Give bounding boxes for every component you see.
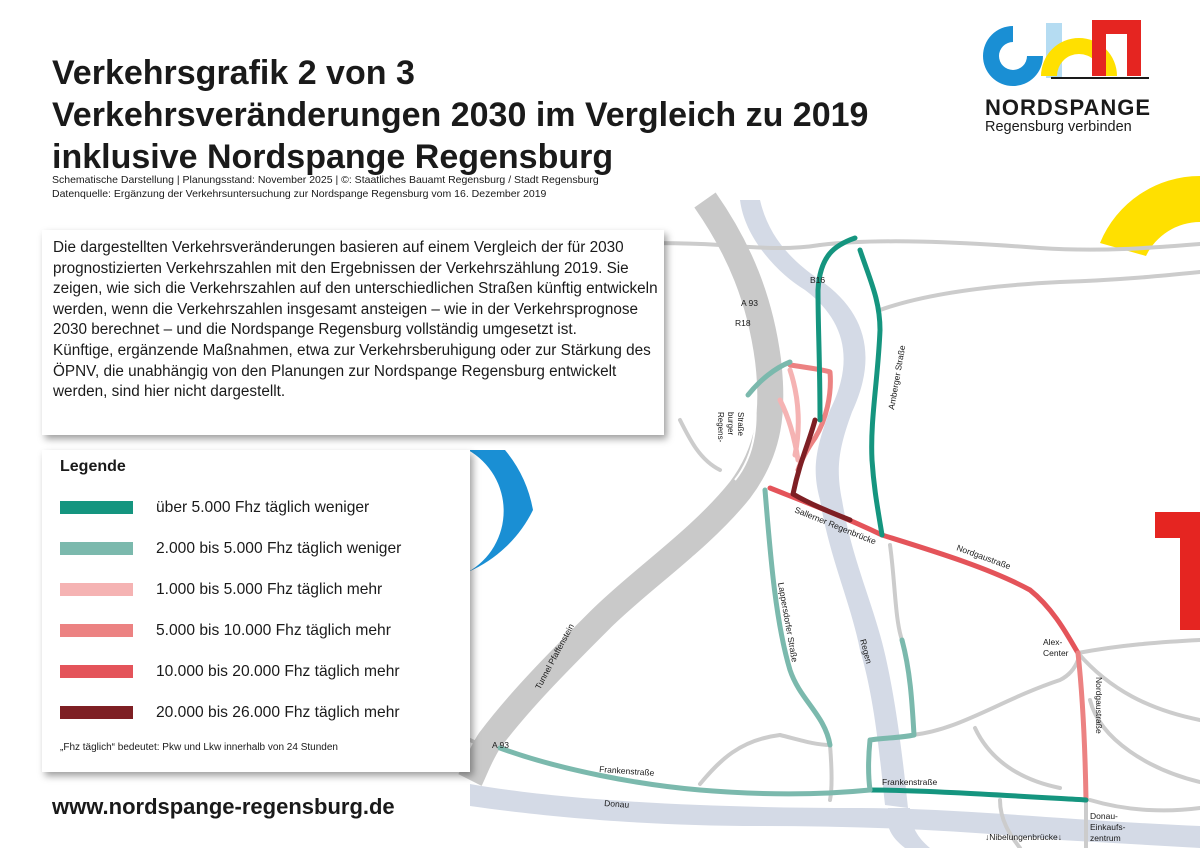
label-donau-einkaufszentrum-3: zentrum bbox=[1090, 833, 1121, 843]
label-donau: Donau bbox=[603, 798, 630, 810]
label-nordgaustrasse-1: Nordgaustraße bbox=[955, 542, 1013, 572]
meta-info bbox=[52, 173, 599, 201]
legend-label: 2.000 bis 5.000 Fhz täglich weniger bbox=[156, 540, 402, 557]
label-b16: B16 bbox=[810, 275, 826, 285]
road-west-south bbox=[700, 735, 780, 784]
label-regen: Regen bbox=[858, 637, 875, 665]
road-change-mid-pink-nordgau bbox=[1078, 653, 1086, 800]
page-title bbox=[52, 52, 868, 178]
website-link[interactable]: www.nordspange-regensburg.de bbox=[52, 794, 395, 819]
legend-label: 10.000 bis 20.000 Fhz täglich mehr bbox=[156, 663, 400, 680]
legend-swatch bbox=[60, 583, 133, 596]
logo-tagline: Regensburg verbinden bbox=[985, 119, 1132, 135]
meta-line-2: Datenquelle: Ergänzung der Verkehrsuntersuchung zur Nordspange Regensburg vom 16. Dezember 2019 bbox=[52, 188, 547, 200]
legend-note: „Fhz täglich“ bedeutet: Pkw und Lkw innerhalb von 24 Stunden bbox=[60, 742, 338, 753]
title-line-3: inklusive Nordspange Regensburg bbox=[52, 138, 614, 176]
road-middle-south bbox=[912, 660, 1078, 735]
label-alex-center-1: Alex- bbox=[1043, 637, 1063, 647]
legend-swatch bbox=[60, 542, 133, 555]
road-change-lightteal-lappersdorfer bbox=[765, 490, 830, 745]
logo-blue-ring bbox=[983, 26, 1043, 86]
legend-label: 5.000 bis 10.000 Fhz täglich mehr bbox=[156, 622, 391, 639]
legend-label: über 5.000 Fhz täglich weniger bbox=[156, 499, 370, 516]
road-change-teal-amberger bbox=[860, 250, 882, 535]
road-south-east-3 bbox=[1090, 800, 1200, 810]
road-middle-south-2 bbox=[975, 728, 1060, 788]
label-amberger-strasse: Amberger Straße bbox=[886, 344, 908, 411]
road-change-light-pink-2 bbox=[780, 400, 798, 460]
road-south-east-2 bbox=[1090, 700, 1200, 782]
legend-title: Legende bbox=[60, 458, 126, 475]
label-r18: R18 bbox=[735, 318, 751, 328]
label-regensburger-strasse: Regens- bbox=[716, 412, 725, 443]
road-west-upper bbox=[680, 420, 720, 470]
legend-card bbox=[42, 450, 470, 772]
road-change-lightteal-franken-west bbox=[500, 748, 870, 794]
label-frankenstrasse-2: Frankenstraße bbox=[882, 777, 938, 787]
legend-label: 20.000 bis 26.000 Fhz täglich mehr bbox=[156, 704, 400, 721]
legend-label: 1.000 bis 5.000 Fhz täglich mehr bbox=[156, 581, 383, 598]
title-line-2: Verkehrsveränderungen 2030 im Vergleich zu 2019 bbox=[52, 96, 869, 134]
road-nordgau-west bbox=[890, 545, 902, 640]
road-alex-east bbox=[1078, 640, 1200, 653]
legend-swatch bbox=[60, 665, 133, 678]
label-tunnel-pfaffenstein: Tunnel Pfaffenstein bbox=[532, 621, 576, 691]
label-a93-north: A 93 bbox=[741, 298, 759, 308]
label-a93-south: A 93 bbox=[492, 740, 510, 750]
intro-text: Die dargestellten Verkehrsveränderungen basieren auf einem Vergleich der für 2030 prognostizierten Verkehrszahlen mit den Ergebnissen der Verkehrszählung 2019. Sie zeigen, wie sich die Verkehrszahlen auf den unterschiedlichen Straßen künftig entwickeln werden, wenn die Verkehrszahlen insgesamt ansteigen – wie in der Verkehrsprognose 2030 berechnet – und die Nordspange Regensburg vollständig umgesetzt ist. Künftige, ergänzende Maßnahmen, etwa zur Verkehrsberuhigung oder zur Stärkung des ÖPNV, die unabhängig von den Planungen zur Nordspange Regensburg entwickelt werden, sind hier nicht dargestellt. bbox=[53, 239, 658, 401]
label-nordgaustrasse-2: Nordgaustraße bbox=[1094, 677, 1104, 734]
intro-card bbox=[42, 230, 664, 435]
meta-line-1: Schematische Darstellung | Planungsstand: November 2025 | ©: Staatliches Bauamt Regensburg / Stadt Regensburg bbox=[52, 174, 599, 186]
deco-red-bracket bbox=[1155, 512, 1200, 630]
title-line-1: Verkehrsgrafik 2 von 3 bbox=[52, 54, 415, 92]
legend-swatch bbox=[60, 624, 133, 637]
label-donau-einkaufszentrum-2: Einkaufs- bbox=[1090, 822, 1126, 832]
label-lappersdorfer-strasse: Lappersdorfer Straße bbox=[776, 581, 800, 663]
label-sallerner-regenbruecke: Sallerner Regenbrücke bbox=[793, 504, 878, 547]
label-nibelungenbruecke: ↓Nibelungenbrücke↓ bbox=[985, 832, 1063, 842]
legend-swatch bbox=[60, 501, 133, 514]
label-donau-einkaufszentrum-1: Donau- bbox=[1090, 811, 1118, 821]
label-alex-center-2: Center bbox=[1043, 648, 1069, 658]
logo-name: NORDSPANGE bbox=[985, 95, 1152, 120]
road-middle-2 bbox=[780, 735, 830, 745]
legend-swatch bbox=[60, 706, 133, 719]
label-frankenstrasse-1: Frankenstraße bbox=[598, 764, 655, 778]
logo-red-bracket bbox=[1092, 20, 1141, 76]
label-regensburger-strasse-3: Straße bbox=[736, 412, 745, 437]
road-north-middle bbox=[880, 272, 1200, 310]
label-regensburger-strasse-2: burger bbox=[726, 412, 735, 436]
